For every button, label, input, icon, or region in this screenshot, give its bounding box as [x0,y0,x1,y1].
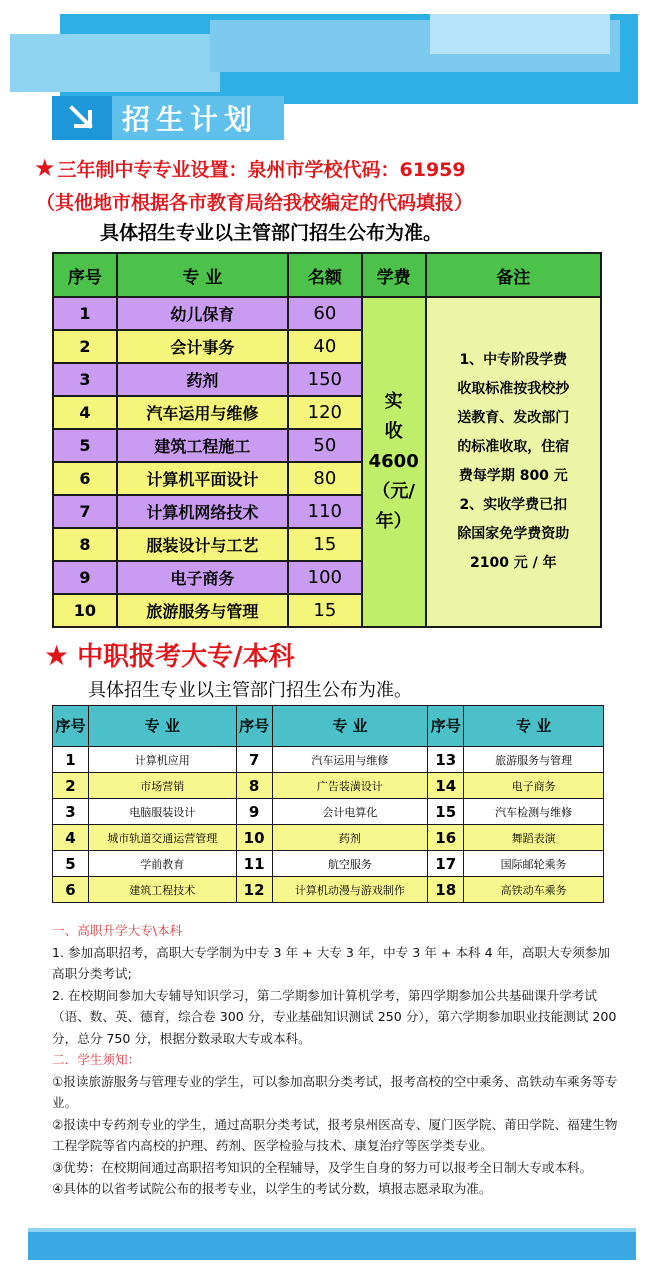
intro-line-3: 具体招生专业以主管部门招生公布为准。 [100,222,443,244]
cell-no: 17 [428,851,464,877]
intro-line-2: （其他地市根据各市教育局给我校编定的代码填报） [36,192,474,214]
header-fee: 学费 [362,253,426,297]
table-row [53,773,604,799]
cell-major: 计算机网络技术 [117,495,288,528]
cell-major: 会计电算化 [272,799,428,825]
fee-cell: 实 收 4600 （元/ 年） [362,297,426,627]
notes-paragraph: 2. 在校期间参加大专辅导知识学习，第二学期参加计算机学考，第四学期参加公共基础课升学考试（语、数、英、德育，综合卷 300 分，专业基础知识测试 250 分），第六学期参加职业技能测试 200 分，总分 750 分，根据分数录取大专或本科。 [52,987,617,1046]
header-note: 备注 [426,253,601,297]
cell-major: 幼儿保育 [117,297,288,330]
header-no: 序号 [236,706,272,747]
arrow-down-right-icon [52,96,112,140]
cell-major: 舞蹈表演 [464,825,604,851]
cell-no: 5 [53,851,89,877]
section2-title: ★ 中职报考大专/本科 [44,639,295,672]
cell-major: 国际邮轮乘务 [464,851,604,877]
cell-quota: 150 [288,363,362,396]
table-header-row [53,706,604,747]
cell-quota: 40 [288,330,362,363]
secondary-majors-table [52,252,602,628]
cell-major: 计算机动漫与游戏制作 [272,877,428,903]
cell-major: 市场营销 [88,773,236,799]
cell-quota: 120 [288,396,362,429]
cell-no: 10 [236,825,272,851]
cell-no: 9 [236,799,272,825]
cell-no: 1 [53,747,89,773]
cell-major: 药剂 [117,363,288,396]
cell-major: 药剂 [272,825,428,851]
cell-no: 4 [53,396,117,429]
cell-no: 12 [236,877,272,903]
cell-no: 7 [53,495,117,528]
table-row [53,877,604,903]
header-major: 专 业 [464,706,604,747]
cell-major: 广告装潢设计 [272,773,428,799]
cell-quota: 110 [288,495,362,528]
cell-major: 高铁动车乘务 [464,877,604,903]
table-row [53,297,601,330]
cell-no: 6 [53,877,89,903]
notes-paragraph: ①报读旅游服务与管理专业的学生，可以参加高职分类考试，报考高校的空中乘务、高铁动车乘务等专业。 [52,1073,618,1110]
cell-quota: 50 [288,429,362,462]
cell-no: 16 [428,825,464,851]
cell-major: 汽车运用与维修 [272,747,428,773]
table-header-row [53,253,601,297]
cell-quota: 15 [288,528,362,561]
intro-line-1: ★ 三年制中专专业设置：泉州市学校代码：61959 [34,154,466,182]
section2-subtitle: 具体招生专业以主管部门招生公布为准。 [88,680,412,701]
cell-no: 1 [53,297,117,330]
banner-title: 招生计划 [112,96,284,140]
cell-no: 15 [428,799,464,825]
notes-heading-1: 一、高职升学大专\本科 [52,923,183,938]
cell-major: 汽车运用与维修 [117,396,288,429]
cell-no: 14 [428,773,464,799]
notes-paragraph: ③优势：在校期间通过高职招考知识的全程辅导，及学生自身的努力可以报考全日制大专或本科。 [52,1159,593,1175]
cell-major: 电子商务 [464,773,604,799]
cell-no: 6 [53,462,117,495]
cell-major: 电脑服装设计 [88,799,236,825]
header-no: 序号 [53,706,89,747]
table-row [53,799,604,825]
cell-quota: 60 [288,297,362,330]
cell-no: 2 [53,330,117,363]
college-majors-table [52,705,604,903]
cell-quota: 80 [288,462,362,495]
cell-major: 计算机应用 [88,747,236,773]
notes-paragraph: ④具体的以省考试院公布的报考专业，以学生的考试分数，填报志愿录取为准。 [52,1181,492,1196]
cell-no: 11 [236,851,272,877]
star-icon: ★ [34,154,56,182]
cell-major: 旅游服务与管理 [117,594,288,627]
notes-paragraph: 1. 参加高职招考，高职大专学制为中专 3 年 + 大专 3 年，中专 3 年 + 本科 4 年，高职大专须参加高职分类考试; [52,944,610,981]
table-row [53,825,604,851]
cell-major: 会计事务 [117,330,288,363]
cell-no: 7 [236,747,272,773]
cell-major: 建筑工程技术 [88,877,236,903]
cell-no: 8 [53,528,117,561]
section-banner [52,96,284,140]
decor-block-pale [430,14,610,54]
cell-major: 城市轨道交通运营管理 [88,825,236,851]
cell-no: 3 [53,363,117,396]
note-cell: 1、中专阶段学费 收取标准按我校抄 送教育、发改部门 的标准收取，住宿 费每学期 800 元 2、实收学费已扣 除国家免学费资助 2100 元 / 年 [426,297,601,627]
cell-major: 服装设计与工艺 [117,528,288,561]
cell-no: 4 [53,825,89,851]
cell-major: 航空服务 [272,851,428,877]
header-no: 序号 [53,253,117,297]
table-row [53,851,604,877]
header-quota: 名额 [288,253,362,297]
cell-quota: 100 [288,561,362,594]
notes-heading-2: 二．学生须知： [52,1052,141,1067]
cell-quota: 15 [288,594,362,627]
footer-bar [28,1232,636,1260]
header-no: 序号 [428,706,464,747]
cell-no: 9 [53,561,117,594]
cell-no: 5 [53,429,117,462]
header-major: 专 业 [117,253,288,297]
header-major: 专 业 [88,706,236,747]
star-icon: ★ [44,639,70,672]
cell-no: 8 [236,773,272,799]
decor-block-light [10,34,220,92]
cell-major: 旅游服务与管理 [464,747,604,773]
notes-paragraph: ②报读中专药剂专业的学生，通过高职分类考试，报考泉州医高专、厦门医学院、莆田学院、福建生物工程学院等省内高校的护理、药剂、医学检验与技术、康复治疗等医学类专业。 [52,1116,618,1153]
cell-no: 13 [428,747,464,773]
cell-major: 建筑工程施工 [117,429,288,462]
header-major: 专 业 [272,706,428,747]
cell-major: 电子商务 [117,561,288,594]
cell-major: 汽车检测与维修 [464,799,604,825]
cell-no: 2 [53,773,89,799]
cell-no: 10 [53,594,117,627]
cell-major: 学前教育 [88,851,236,877]
notes-section [52,920,618,1200]
cell-no: 18 [428,877,464,903]
cell-major: 计算机平面设计 [117,462,288,495]
table-row [53,747,604,773]
cell-no: 3 [53,799,89,825]
